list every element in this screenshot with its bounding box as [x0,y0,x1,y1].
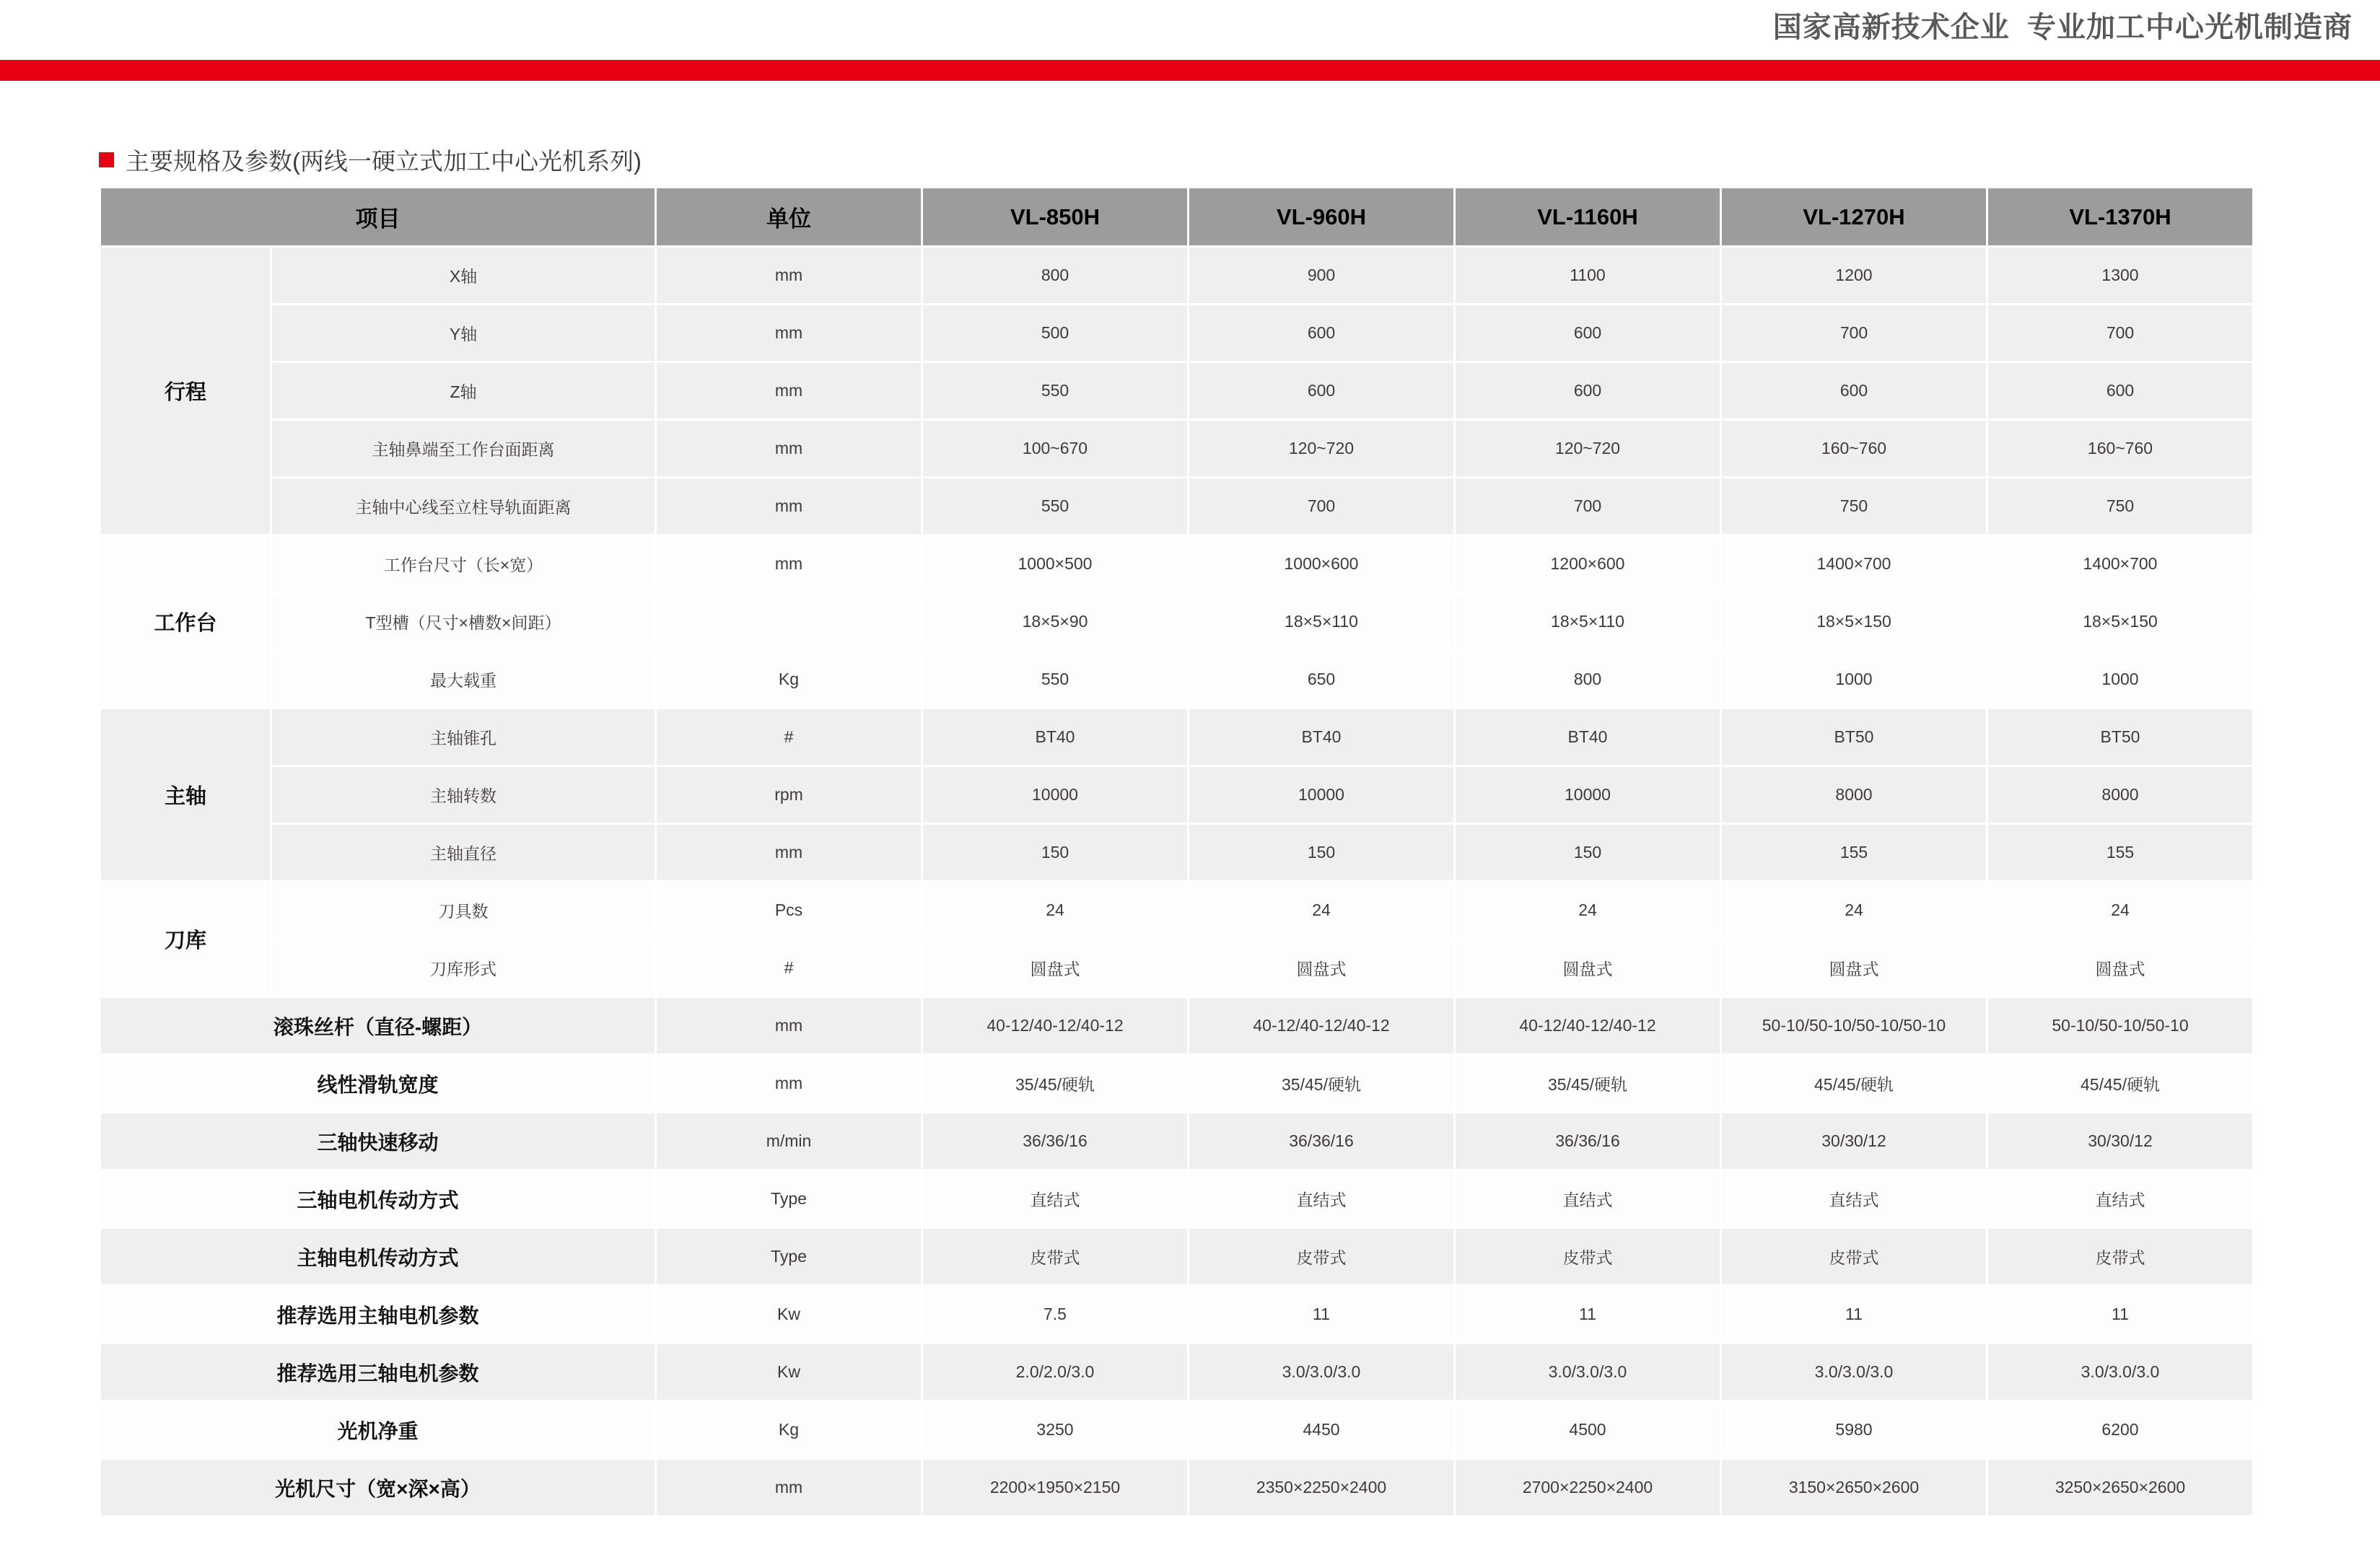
unit-cell: Pcs [657,882,921,938]
value-cell: 900 [1189,247,1453,303]
item-label: Y轴 [272,305,655,361]
value-cell: 3150×2650×2600 [1722,1460,1986,1515]
value-cell: 1200 [1722,247,1986,303]
value-cell: BT40 [1456,709,1720,765]
value-cell: 2.0/2.0/3.0 [923,1344,1187,1400]
value-cell: 35/45/硬轨 [923,1056,1187,1111]
value-cell: 圆盘式 [1722,940,1986,996]
value-cell: 36/36/16 [923,1113,1187,1169]
table-row [101,363,2252,419]
value-cell: 550 [923,478,1187,534]
value-cell: 直结式 [1456,1171,1720,1227]
unit-cell: # [657,940,921,996]
value-cell: 直结式 [923,1171,1187,1227]
value-cell: 10000 [1456,767,1720,823]
unit-cell: Type [657,1229,921,1284]
value-cell: 18×5×110 [1189,594,1453,649]
unit-cell [657,594,921,649]
value-cell: 18×5×110 [1456,594,1720,649]
table-row [101,1344,2252,1400]
value-cell: 40-12/40-12/40-12 [1456,998,1720,1053]
table-row [101,825,2252,880]
value-cell: 100~670 [923,421,1187,476]
table-row [101,709,2252,765]
value-cell: 2350×2250×2400 [1189,1460,1453,1515]
unit-cell: mm [657,478,921,534]
unit-cell: Kg [657,1402,921,1458]
item-label: X轴 [272,247,655,303]
table-row [101,1113,2252,1169]
value-cell: 4500 [1456,1402,1720,1458]
table-row [101,594,2252,649]
value-cell: 皮带式 [1189,1229,1453,1284]
unit-cell: mm [657,1460,921,1515]
table-row [101,305,2252,361]
value-cell: 30/30/12 [1988,1113,2252,1169]
value-cell: 550 [923,652,1187,707]
column-header-item: 项目 [101,188,655,245]
merged-row-label: 主轴电机传动方式 [101,1229,655,1284]
value-cell: 155 [1988,825,2252,880]
value-cell: 50-10/50-10/50-10/50-10 [1722,998,1986,1053]
table-row [101,652,2252,707]
group-label-tool-magazine: 刀库 [101,882,270,996]
column-header-model-vl1160h: VL-1160H [1456,188,1720,245]
column-header-model-vl1370h: VL-1370H [1988,188,2252,245]
value-cell: 700 [1189,478,1453,534]
section-header [99,143,642,177]
unit-cell: rpm [657,767,921,823]
unit-cell: mm [657,825,921,880]
value-cell: 7.5 [923,1287,1187,1342]
table-row [101,1287,2252,1342]
item-label: 最大载重 [272,652,655,707]
merged-row-label: 推荐选用主轴电机参数 [101,1287,655,1342]
table-row [101,1171,2252,1227]
item-label: T型槽（尺寸×槽数×间距） [272,594,655,649]
item-label: 刀具数 [272,882,655,938]
value-cell: 45/45/硬轨 [1722,1056,1986,1111]
value-cell: 圆盘式 [1189,940,1453,996]
value-cell: 2200×1950×2150 [923,1460,1187,1515]
value-cell: 600 [1456,305,1720,361]
value-cell: 1400×700 [1722,536,1986,592]
unit-cell: mm [657,536,921,592]
table-row [101,1402,2252,1458]
value-cell: 10000 [1189,767,1453,823]
column-header-model-vl1270h: VL-1270H [1722,188,1986,245]
value-cell: 40-12/40-12/40-12 [923,998,1187,1053]
merged-row-label: 光机净重 [101,1402,655,1458]
group-label-worktable: 工作台 [101,536,270,707]
unit-cell: mm [657,1056,921,1111]
value-cell: 1400×700 [1988,536,2252,592]
value-cell: 1000 [1722,652,1986,707]
item-label: 工作台尺寸（长×宽） [272,536,655,592]
value-cell: 36/36/16 [1189,1113,1453,1169]
value-cell: 1000×600 [1189,536,1453,592]
value-cell: 150 [1456,825,1720,880]
value-cell: 24 [923,882,1187,938]
value-cell: 1000 [1988,652,2252,707]
value-cell: 700 [1456,478,1720,534]
unit-cell: m/min [657,1113,921,1169]
column-header-model-vl960h: VL-960H [1189,188,1453,245]
value-cell: 150 [1189,825,1453,880]
value-cell: 18×5×150 [1722,594,1986,649]
value-cell: 24 [1988,882,2252,938]
value-cell: 24 [1722,882,1986,938]
value-cell: 3250×2650×2600 [1988,1460,2252,1515]
value-cell: 700 [1722,305,1986,361]
value-cell: 160~760 [1722,421,1986,476]
unit-cell: mm [657,363,921,419]
section-title: 主要规格及参数(两线一硬立式加工中心光机系列) [126,148,642,175]
value-cell: 3250 [923,1402,1187,1458]
merged-row-label: 推荐选用三轴电机参数 [101,1344,655,1400]
value-cell: 11 [1189,1287,1453,1342]
table-row [101,767,2252,823]
item-label: 主轴直径 [272,825,655,880]
value-cell: 直结式 [1189,1171,1453,1227]
value-cell: 圆盘式 [1456,940,1720,996]
value-cell: 1000×500 [923,536,1187,592]
value-cell: 36/36/16 [1456,1113,1720,1169]
value-cell: BT50 [1722,709,1986,765]
merged-row-label: 线性滑轨宽度 [101,1056,655,1111]
value-cell: 550 [923,363,1187,419]
value-cell: BT50 [1988,709,2252,765]
value-cell: 圆盘式 [1988,940,2252,996]
red-accent-bar [0,60,2380,81]
value-cell: 50-10/50-10/50-10 [1988,998,2252,1053]
merged-row-label: 光机尺寸（宽×深×高） [101,1460,655,1515]
table-row [101,882,2252,938]
table-row [101,247,2252,303]
merged-row-label: 滚珠丝杆（直径-螺距） [101,998,655,1053]
value-cell: 45/45/硬轨 [1988,1056,2252,1111]
value-cell: 600 [1722,363,1986,419]
table-row [101,998,2252,1053]
column-header-model-vl850h: VL-850H [923,188,1187,245]
item-label: 主轴锥孔 [272,709,655,765]
value-cell: 750 [1988,478,2252,534]
table-row [101,1056,2252,1111]
value-cell: 3.0/3.0/3.0 [1189,1344,1453,1400]
value-cell: 155 [1722,825,1986,880]
table-row [101,478,2252,534]
value-cell: 皮带式 [1456,1229,1720,1284]
value-cell: 150 [923,825,1187,880]
value-cell: 1300 [1988,247,2252,303]
table-row [101,940,2252,996]
value-cell: 600 [1988,363,2252,419]
group-label-travel: 行程 [101,247,270,534]
value-cell: 800 [923,247,1187,303]
value-cell: 3.0/3.0/3.0 [1722,1344,1986,1400]
value-cell: 35/45/硬轨 [1456,1056,1720,1111]
value-cell: 皮带式 [1722,1229,1986,1284]
unit-cell: mm [657,421,921,476]
value-cell: 11 [1722,1287,1986,1342]
table-row [101,536,2252,592]
value-cell: 650 [1189,652,1453,707]
table-row [101,1460,2252,1515]
unit-cell: Kw [657,1287,921,1342]
value-cell: 18×5×150 [1988,594,2252,649]
value-cell: 5980 [1722,1402,1986,1458]
unit-cell: mm [657,998,921,1053]
value-cell: 160~760 [1988,421,2252,476]
item-label: 主轴鼻端至工作台面距离 [272,421,655,476]
value-cell: 3.0/3.0/3.0 [1988,1344,2252,1400]
value-cell: 24 [1456,882,1720,938]
value-cell: 700 [1988,305,2252,361]
value-cell: 120~720 [1456,421,1720,476]
table-row [101,421,2252,476]
unit-cell: Kg [657,652,921,707]
unit-cell: # [657,709,921,765]
merged-row-label: 三轴电机传动方式 [101,1171,655,1227]
value-cell: 1100 [1456,247,1720,303]
value-cell: 4450 [1189,1402,1453,1458]
value-cell: 10000 [923,767,1187,823]
value-cell: 750 [1722,478,1986,534]
value-cell: 30/30/12 [1722,1113,1986,1169]
value-cell: 直结式 [1988,1171,2252,1227]
red-square-bullet-icon [99,152,114,167]
item-label: 主轴转数 [272,767,655,823]
column-header-unit: 单位 [657,188,921,245]
table-row [101,1229,2252,1284]
unit-cell: Kw [657,1344,921,1400]
spec-table [99,186,2254,1517]
value-cell: 1200×600 [1456,536,1720,592]
value-cell: 18×5×90 [923,594,1187,649]
value-cell: 皮带式 [1988,1229,2252,1284]
unit-cell: mm [657,247,921,303]
value-cell: 2700×2250×2400 [1456,1460,1720,1515]
item-label: 主轴中心线至立柱导轨面距离 [272,478,655,534]
value-cell: 6200 [1988,1402,2252,1458]
item-label: 刀库形式 [272,940,655,996]
unit-cell: Type [657,1171,921,1227]
value-cell: BT40 [1189,709,1453,765]
header-row [101,188,2252,245]
value-cell: 3.0/3.0/3.0 [1456,1344,1720,1400]
value-cell: 11 [1456,1287,1720,1342]
value-cell: 800 [1456,652,1720,707]
value-cell: 600 [1456,363,1720,419]
value-cell: 圆盘式 [923,940,1187,996]
value-cell: 24 [1189,882,1453,938]
value-cell: 600 [1189,363,1453,419]
merged-row-label: 三轴快速移动 [101,1113,655,1169]
value-cell: 600 [1189,305,1453,361]
value-cell: 直结式 [1722,1171,1986,1227]
value-cell: BT40 [923,709,1187,765]
value-cell: 120~720 [1189,421,1453,476]
unit-cell: mm [657,305,921,361]
value-cell: 8000 [1722,767,1986,823]
group-label-spindle: 主轴 [101,709,270,880]
value-cell: 8000 [1988,767,2252,823]
item-label: Z轴 [272,363,655,419]
company-slogan: 国家高新技术企业 专业加工中心光机制造商 [1772,12,2353,43]
value-cell: 35/45/硬轨 [1189,1056,1453,1111]
value-cell: 11 [1988,1287,2252,1342]
value-cell: 40-12/40-12/40-12 [1189,998,1453,1053]
value-cell: 皮带式 [923,1229,1187,1284]
value-cell: 500 [923,305,1187,361]
